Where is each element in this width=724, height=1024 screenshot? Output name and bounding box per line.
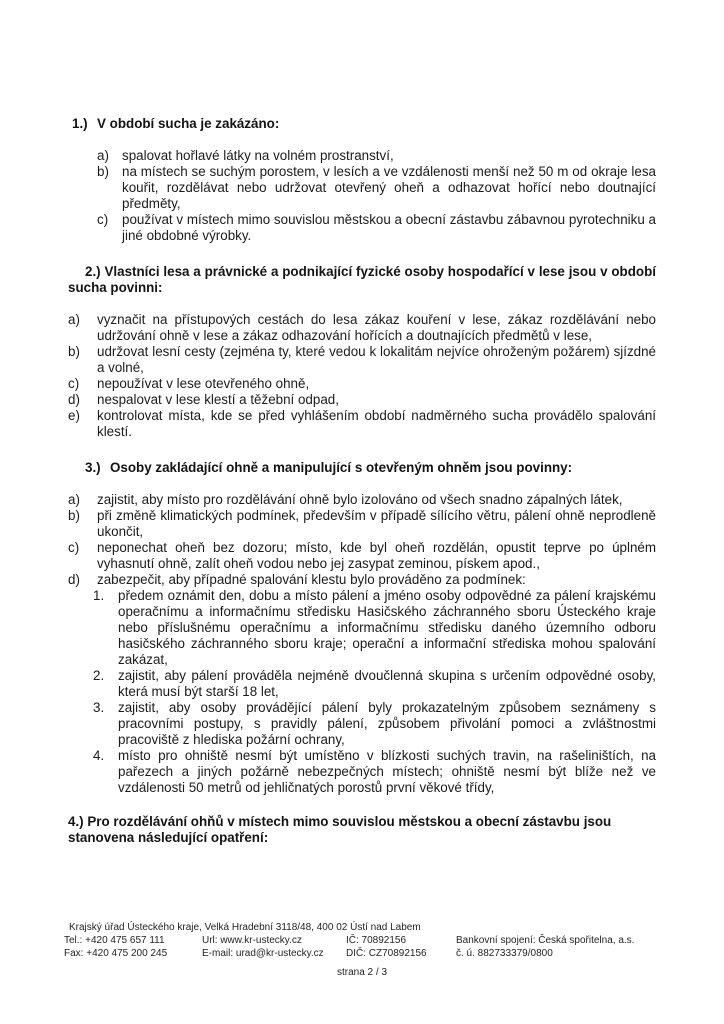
item-text: předem oznámit den, dobu a místo pálení a jméno osoby odpovědné za pálení krajskému operačnímu a informačnímu středisku Hasičského záchranného sboru Ústeckého kraje nebo příslušnému operačnímu a informačnímu středisku daného územního odboru hasičského záchranného sboru kraje; operační a informační střediska mohou spalování zakázat,: [118, 588, 656, 667]
document-footer: [0, 921, 724, 979]
footer-email: E-mail: urad@kr-ustecky.cz: [202, 948, 324, 959]
item-text: místo pro ohniště nesmí být umístěno v blízkosti suchých travin, na rašeliništích, na pařezech a jiných požárně nebezpečných místech; ohniště nesmí být blíže než ve vzdálenosti 50 metrů od jehličnatých porostů první věkové třídy,: [118, 748, 656, 795]
section-4-title: Pro rozdělávání ohňů v místech mimo souvislou městskou a obecní zástavbu jsou stanovena následující opatření:: [68, 814, 612, 845]
item-label: b): [97, 164, 109, 179]
sublist-item: [93, 588, 656, 668]
list-item: [68, 492, 656, 508]
item-label: b): [68, 344, 80, 359]
section-3-heading: [85, 460, 656, 476]
sublist-item: [93, 700, 656, 748]
item-label: c): [68, 376, 80, 391]
list-item: [68, 572, 656, 588]
section-2: [68, 264, 656, 440]
footer-bank: Bankovní spojení: Česká spořitelna, a.s.: [456, 935, 635, 946]
footer-dic: DIČ: CZ70892156: [346, 948, 427, 959]
item-text: na místech se suchým porostem, v lesích a ve vzdálenosti menší než 50 m od okraje lesa kouřit, rozdělávat nebo udržovat otevřený oheň a odhazovat hořící nebo doutnající předměty,: [122, 164, 656, 211]
section-3-title: Osoby zakládající ohně a manipulující s otevřeným ohněm jsou povinny:: [110, 460, 573, 475]
section-3-list: [68, 492, 656, 796]
section-4-number: 4.): [68, 814, 84, 829]
list-item: [68, 540, 656, 572]
section-3: [68, 460, 656, 796]
footer-account: č. ú. 882733379/0800: [456, 948, 553, 959]
list-item: [68, 408, 656, 440]
section-1-list: [97, 148, 656, 244]
list-item: [97, 148, 656, 164]
item-label: 4.: [93, 748, 105, 763]
item-text: při změně klimatických podmínek, především v případě sílícího větru, pálení ohně neprodleně ukončit,: [97, 508, 656, 539]
item-label: 2.: [93, 668, 105, 683]
item-text: nepoužívat v lese otevřeného ohně,: [97, 376, 310, 391]
footer-address: Krajský úřad Ústeckého kraje, Velká Hradební 3118/48, 400 02 Ústí nad Labem: [69, 922, 421, 933]
item-label: a): [68, 492, 80, 507]
list-item: [97, 164, 656, 212]
item-label: 1.: [93, 588, 105, 603]
section-2-heading: [68, 264, 656, 296]
item-label: e): [68, 408, 80, 423]
item-text: spalovat hořlavé látky na volném prostranství,: [122, 148, 394, 163]
footer-url: Url: www.kr-ustecky.cz: [202, 935, 302, 946]
item-text: zajistit, aby osoby provádějící pálení byly prokazatelným způsobem seznámeny s pracovními postupy, s pravidly pálení, způsobem přivolání pomoci a zvláštnostmi pracoviště z hlediska požární ochrany,: [118, 700, 656, 747]
list-item: [68, 508, 656, 540]
item-text: zajistit, aby pálení prováděla nejméně dvoučlenná skupina s určením odpovědné osoby, která musí být starší 18 let,: [118, 668, 656, 699]
item-text: udržovat lesní cesty (zejména ty, které vedou k lokalitám nejvíce ohroženým požárem) sjízdné a volné,: [97, 344, 656, 375]
item-label: a): [97, 148, 109, 163]
section-2-number: 2.): [85, 264, 101, 279]
page-number: strana 2 / 3: [336, 967, 388, 978]
footer-phone: Tel.: +420 475 657 111: [64, 935, 165, 946]
item-text: nespalovat v lese klestí a těžební odpad,: [97, 392, 339, 407]
footer-fax: Fax: +420 475 200 245: [64, 948, 168, 959]
section-4-heading: [68, 814, 656, 846]
sublist-item: [93, 748, 656, 796]
list-item: [68, 376, 656, 392]
section-4: [68, 814, 656, 846]
list-item: [97, 212, 656, 244]
footer-ic: IČ: 70892156: [346, 935, 407, 946]
item-label: d): [68, 392, 80, 407]
item-text: zabezpečit, aby případné spalování klestu bylo prováděno za podmínek:: [97, 572, 526, 587]
footer-row-1: [0, 934, 724, 947]
footer-row-2: [0, 947, 724, 960]
list-item: [68, 392, 656, 408]
section-1-heading: [72, 116, 656, 132]
item-text: neponechat oheň bez dozoru; místo, kde byl oheň rozdělán, opustit teprve po úplném vyhasnutí ohně, zalít oheň vodou nebo jej zasypat zeminou, pískem apod.,: [97, 540, 656, 571]
item-text: používat v místech mimo souvislou městskou a obecní zástavbu zábavnou pyrotechniku a jiné obdobné výrobky.: [122, 212, 656, 243]
document-body: [68, 116, 656, 846]
item-label: a): [68, 312, 80, 327]
list-item: [68, 312, 656, 344]
item-text: kontrolovat místa, kde se před vyhlášením období nadměrného sucha provádělo spalování klestí.: [97, 408, 656, 439]
section-2-title: Vlastníci lesa a právnické a podnikající fyzické osoby hospodařící v lese jsou v období sucha povinni:: [68, 264, 656, 295]
sublist-item: [93, 668, 656, 700]
list-item: [68, 344, 656, 376]
item-label: c): [68, 540, 80, 555]
section-2-list: [68, 312, 656, 440]
section-1-number: 1.): [72, 116, 88, 131]
item-label: b): [68, 508, 80, 523]
section-3-sublist: [93, 588, 656, 796]
item-label: c): [97, 212, 109, 227]
item-text: vyznačit na přístupových cestách do lesa zákaz kouření v lese, zákaz rozdělávání nebo udržování ohně v lese a zákaz odhazování hořících a doutnajících předmětů v lese,: [97, 312, 656, 343]
item-text: zajistit, aby místo pro rozdělávání ohně bylo izolováno od všech snadno zápalných látek,: [97, 492, 623, 507]
section-1: [68, 116, 656, 244]
section-1-title: V období sucha je zakázáno:: [97, 116, 280, 131]
item-label: d): [68, 572, 80, 587]
section-3-number: 3.): [85, 460, 101, 475]
item-label: 3.: [93, 700, 105, 715]
